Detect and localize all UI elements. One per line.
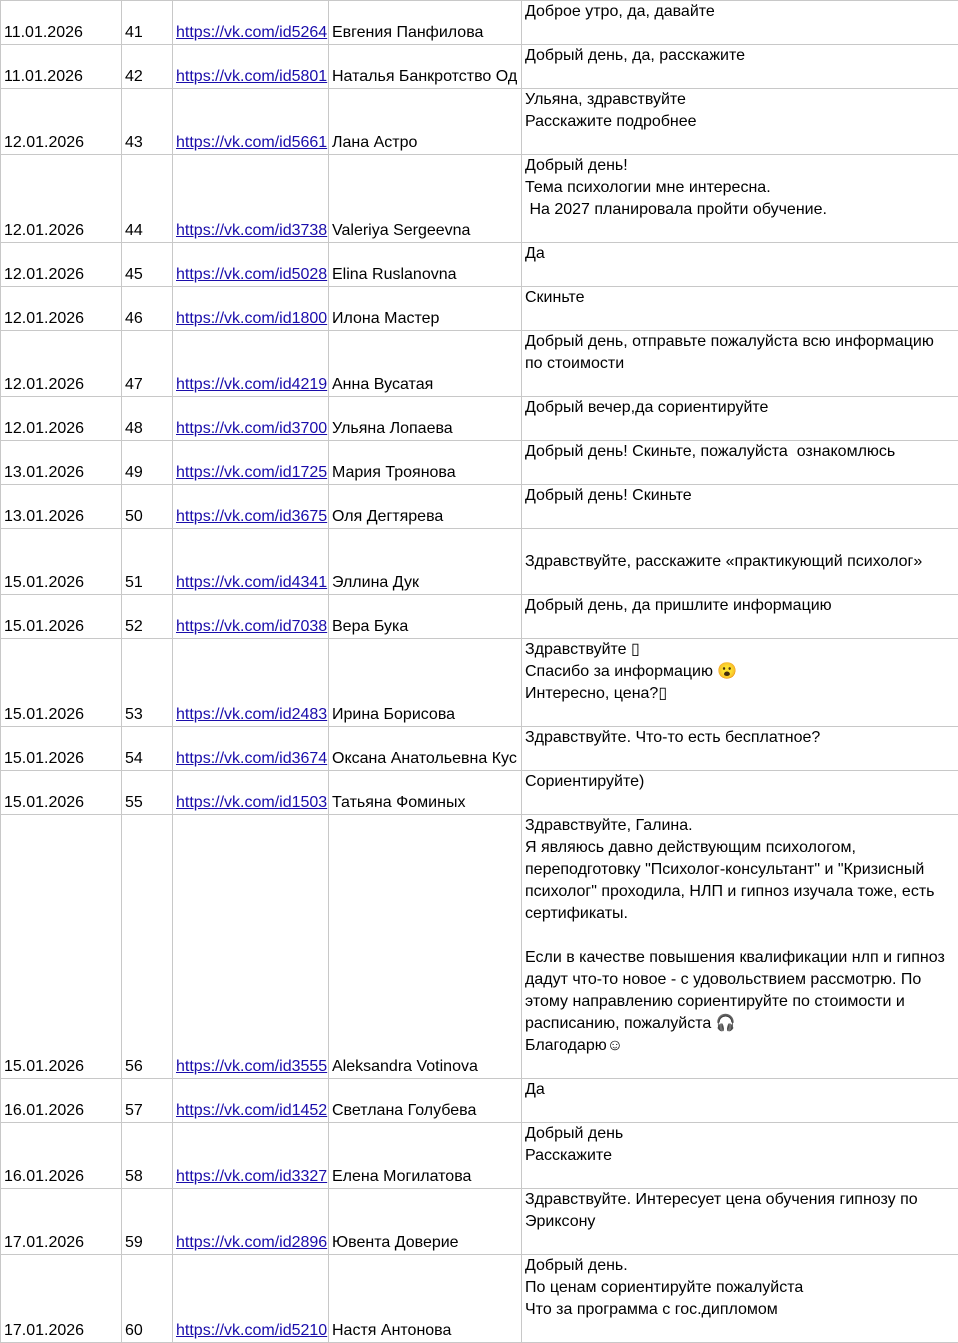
- table-row: [1, 1189, 958, 1255]
- date-cell[interactable]: 16.01.2026: [1, 1079, 122, 1123]
- name-cell[interactable]: Elina Ruslanovna: [329, 243, 522, 287]
- name-cell[interactable]: Татьяна Фоминых: [329, 771, 522, 815]
- table-row: [1, 815, 958, 1079]
- profile-link-cell[interactable]: https://vk.com/id1452: [173, 1079, 329, 1123]
- date-cell[interactable]: 12.01.2026: [1, 287, 122, 331]
- number-cell[interactable]: 54: [122, 727, 173, 771]
- date-cell[interactable]: 17.01.2026: [1, 1255, 122, 1343]
- profile-link-cell[interactable]: https://vk.com/id5264: [173, 1, 329, 45]
- date-cell[interactable]: 11.01.2026: [1, 1, 122, 45]
- message-cell[interactable]: Добрый день, да пришлите информацию: [522, 595, 958, 639]
- table-row: [1, 287, 958, 331]
- date-cell[interactable]: 13.01.2026: [1, 485, 122, 529]
- name-cell[interactable]: Aleksandra Votinova: [329, 815, 522, 1079]
- profile-link-cell[interactable]: https://vk.com/id2896: [173, 1189, 329, 1255]
- date-cell[interactable]: 12.01.2026: [1, 331, 122, 397]
- date-cell[interactable]: 12.01.2026: [1, 89, 122, 155]
- name-cell[interactable]: Ульяна Лопаева: [329, 397, 522, 441]
- name-cell[interactable]: Мария Троянова: [329, 441, 522, 485]
- message-cell[interactable]: Здравствуйте. Интересует цена обучения гипнозу по Эриксону: [522, 1189, 958, 1255]
- profile-link-cell[interactable]: https://vk.com/id5801: [173, 45, 329, 89]
- date-cell[interactable]: 15.01.2026: [1, 727, 122, 771]
- profile-link-cell[interactable]: https://vk.com/id3674: [173, 727, 329, 771]
- name-cell[interactable]: Елена Могилатова: [329, 1123, 522, 1189]
- table-row: [1, 595, 958, 639]
- profile-link-cell[interactable]: https://vk.com/id5028: [173, 243, 329, 287]
- number-cell[interactable]: 49: [122, 441, 173, 485]
- profile-link-cell[interactable]: https://vk.com/id1725: [173, 441, 329, 485]
- message-cell[interactable]: Добрый день! Скиньте, пожалуйста ознакомлюсь: [522, 441, 958, 485]
- message-cell[interactable]: Здравствуйте, расскажите «практикующий психолог»: [522, 529, 958, 595]
- message-cell[interactable]: Добрый день, да, расскажите: [522, 45, 958, 89]
- message-cell[interactable]: Сориентируйте): [522, 771, 958, 815]
- message-cell[interactable]: Добрый день. По ценам сориентируйте пожалуйста Что за программа с гос.дипломом: [522, 1255, 958, 1343]
- number-cell[interactable]: 48: [122, 397, 173, 441]
- message-cell[interactable]: Здравствуйте. Что-то есть бесплатное?: [522, 727, 958, 771]
- table-row: [1, 441, 958, 485]
- message-cell[interactable]: Добрый день! Скиньте: [522, 485, 958, 529]
- number-cell[interactable]: 45: [122, 243, 173, 287]
- number-cell[interactable]: 53: [122, 639, 173, 727]
- name-cell[interactable]: Ювента Доверие: [329, 1189, 522, 1255]
- number-cell[interactable]: 51: [122, 529, 173, 595]
- number-cell[interactable]: 46: [122, 287, 173, 331]
- date-cell[interactable]: 12.01.2026: [1, 243, 122, 287]
- date-cell[interactable]: 12.01.2026: [1, 397, 122, 441]
- number-cell[interactable]: 55: [122, 771, 173, 815]
- table-row: [1, 89, 958, 155]
- profile-link-cell[interactable]: https://vk.com/id3738: [173, 155, 329, 243]
- name-cell[interactable]: Оля Дегтярева: [329, 485, 522, 529]
- number-cell[interactable]: 43: [122, 89, 173, 155]
- date-cell[interactable]: 15.01.2026: [1, 815, 122, 1079]
- date-cell[interactable]: 15.01.2026: [1, 529, 122, 595]
- date-cell[interactable]: 16.01.2026: [1, 1123, 122, 1189]
- number-cell[interactable]: 52: [122, 595, 173, 639]
- number-cell[interactable]: 50: [122, 485, 173, 529]
- message-cell[interactable]: Добрый день, отправьте пожалуйста всю информацию по стоимости: [522, 331, 958, 397]
- date-cell[interactable]: 13.01.2026: [1, 441, 122, 485]
- profile-link-cell[interactable]: https://vk.com/id3555: [173, 815, 329, 1079]
- name-cell[interactable]: Эллина Дук: [329, 529, 522, 595]
- message-cell[interactable]: Добрый день! Тема психологии мне интересна. На 2027 планировала пройти обучение.: [522, 155, 958, 243]
- name-cell[interactable]: Настя Антонова: [329, 1255, 522, 1343]
- message-cell[interactable]: Скиньте: [522, 287, 958, 331]
- date-cell[interactable]: 17.01.2026: [1, 1189, 122, 1255]
- table-row: [1, 485, 958, 529]
- profile-link-cell[interactable]: https://vk.com/id5661: [173, 89, 329, 155]
- profile-link-cell[interactable]: https://vk.com/id1503: [173, 771, 329, 815]
- table-row: [1, 1255, 958, 1343]
- name-cell[interactable]: Илона Мастер: [329, 287, 522, 331]
- message-cell[interactable]: Добрый вечер,да сориентируйте: [522, 397, 958, 441]
- number-cell[interactable]: 47: [122, 331, 173, 397]
- spreadsheet-body: [1, 1, 958, 1343]
- message-cell[interactable]: Добрый день Расскажите: [522, 1123, 958, 1189]
- table-row: [1, 243, 958, 287]
- name-cell[interactable]: Светлана Голубева: [329, 1079, 522, 1123]
- date-cell[interactable]: 15.01.2026: [1, 595, 122, 639]
- number-cell[interactable]: 59: [122, 1189, 173, 1255]
- name-cell[interactable]: Оксана Анатольевна Кус: [329, 727, 522, 771]
- profile-link-cell[interactable]: https://vk.com/id3327: [173, 1123, 329, 1189]
- profile-link-cell[interactable]: https://vk.com/id1800: [173, 287, 329, 331]
- name-cell[interactable]: Вера Бука: [329, 595, 522, 639]
- number-cell[interactable]: 42: [122, 45, 173, 89]
- date-cell[interactable]: 11.01.2026: [1, 45, 122, 89]
- table-row: [1, 1079, 958, 1123]
- table-row: [1, 639, 958, 727]
- message-cell[interactable]: Да: [522, 1079, 958, 1123]
- name-cell[interactable]: Наталья Банкротство Од: [329, 45, 522, 89]
- number-cell[interactable]: 41: [122, 1, 173, 45]
- date-cell[interactable]: 12.01.2026: [1, 155, 122, 243]
- table-row: [1, 1123, 958, 1189]
- profile-link-cell[interactable]: https://vk.com/id4341: [173, 529, 329, 595]
- profile-link-cell[interactable]: https://vk.com/id7038: [173, 595, 329, 639]
- number-cell[interactable]: 57: [122, 1079, 173, 1123]
- message-cell[interactable]: Ульяна, здравствуйте Расскажите подробнее: [522, 89, 958, 155]
- profile-link-cell[interactable]: https://vk.com/id2483: [173, 639, 329, 727]
- table-row: [1, 331, 958, 397]
- profile-link-cell[interactable]: https://vk.com/id3675: [173, 485, 329, 529]
- date-cell[interactable]: 15.01.2026: [1, 639, 122, 727]
- number-cell[interactable]: 56: [122, 815, 173, 1079]
- number-cell[interactable]: 60: [122, 1255, 173, 1343]
- name-cell[interactable]: Ирина Борисова: [329, 639, 522, 727]
- message-cell[interactable]: Доброе утро, да, давайте: [522, 1, 958, 45]
- table-row: [1, 727, 958, 771]
- table-row: [1, 155, 958, 243]
- number-cell[interactable]: 44: [122, 155, 173, 243]
- message-cell[interactable]: Да: [522, 243, 958, 287]
- name-cell[interactable]: Лана Астро: [329, 89, 522, 155]
- table-row: [1, 1, 958, 45]
- name-cell[interactable]: Анна Вусатая: [329, 331, 522, 397]
- profile-link-cell[interactable]: https://vk.com/id3700: [173, 397, 329, 441]
- name-cell[interactable]: Евгения Панфилова: [329, 1, 522, 45]
- table-row: [1, 397, 958, 441]
- table-row: [1, 45, 958, 89]
- date-cell[interactable]: 15.01.2026: [1, 771, 122, 815]
- profile-link-cell[interactable]: https://vk.com/id5210: [173, 1255, 329, 1343]
- number-cell[interactable]: 58: [122, 1123, 173, 1189]
- table-row: [1, 771, 958, 815]
- profile-link-cell[interactable]: https://vk.com/id4219: [173, 331, 329, 397]
- message-cell[interactable]: Здравствуйте ▯ Спасибо за информацию 😮 Интересно, цена?▯: [522, 639, 958, 727]
- message-cell[interactable]: Здравствуйте, Галина. Я являюсь давно действующим психологом, переподготовку "Психолог-консультант" и "Кризисный психолог" проходила, НЛП и гипноз изучала тоже, есть сертификаты. Если в качестве повышения квалификации нлп и гипноз дадут что-то новое - с удовольствием рассмотрю. По этому направлению сориентируйте по стоимости и расписанию, пожалуйста 🎧 Благодарю☺: [522, 815, 958, 1079]
- name-cell[interactable]: Valeriya Sergeevna: [329, 155, 522, 243]
- table-row: [1, 529, 958, 595]
